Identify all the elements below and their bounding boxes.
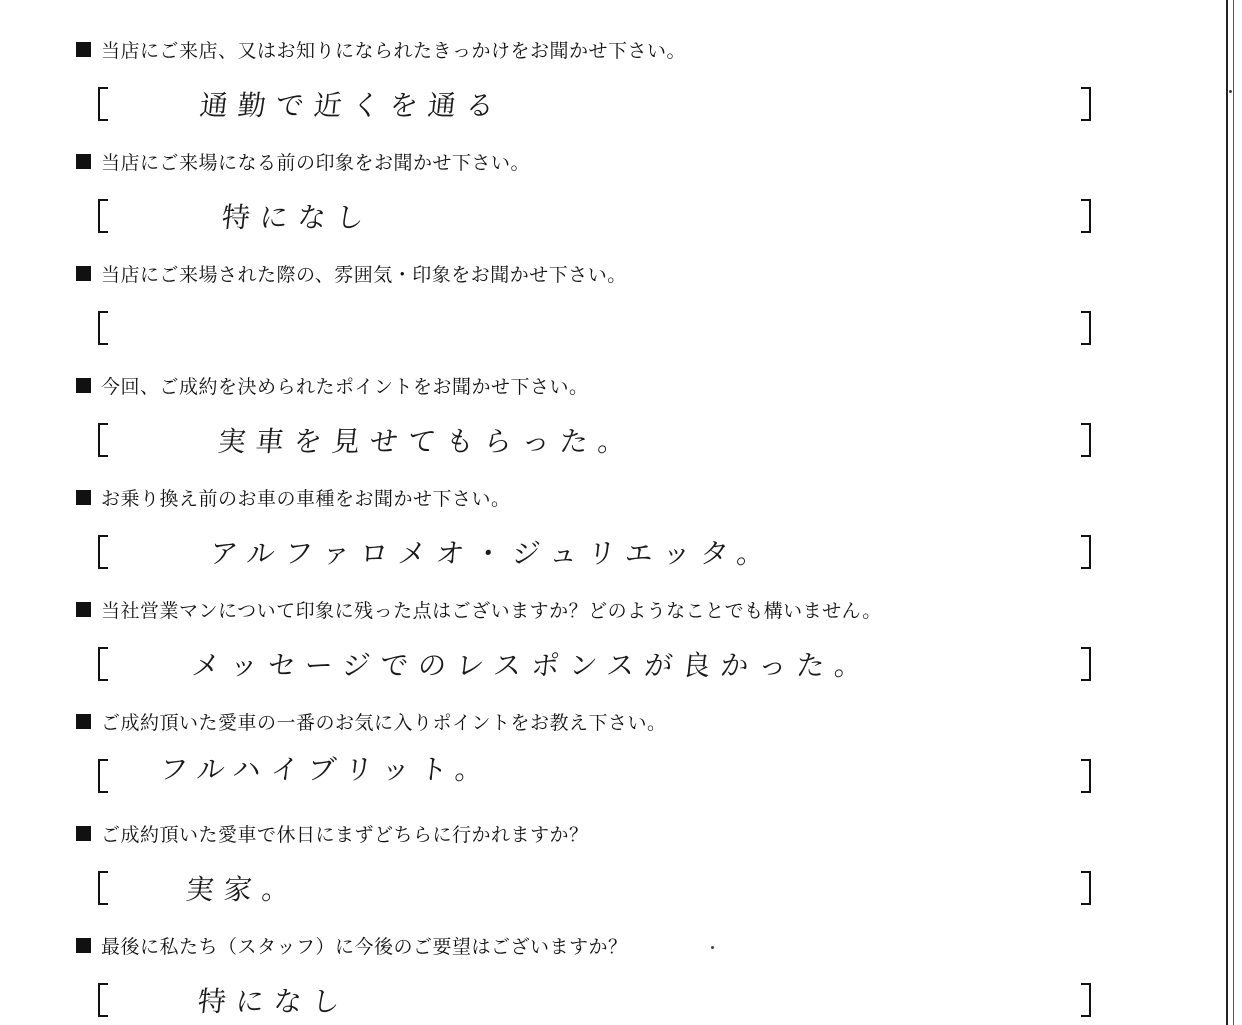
left-bracket bbox=[98, 199, 108, 233]
question-text: お乗り換え前のお車の車種をお聞かせ下さい。 bbox=[101, 488, 511, 510]
survey-item-2 bbox=[0, 124, 1242, 236]
question-text: 当店にご来場された際の、雰囲気・印象をお聞かせ下さい。 bbox=[101, 264, 627, 286]
question-row bbox=[76, 148, 530, 175]
square-bullet-icon bbox=[76, 714, 91, 729]
survey-item-1 bbox=[0, 12, 1242, 124]
square-bullet-icon bbox=[76, 602, 91, 617]
survey-item-9 bbox=[0, 908, 1242, 1020]
square-bullet-icon bbox=[76, 378, 91, 393]
right-bracket bbox=[1081, 199, 1091, 233]
right-bracket bbox=[1081, 983, 1091, 1017]
question-row bbox=[76, 484, 511, 511]
square-bullet-icon bbox=[76, 938, 91, 953]
left-bracket bbox=[98, 983, 108, 1017]
question-row bbox=[76, 708, 667, 735]
answer-handwritten: 通勤で近くを通る bbox=[198, 89, 506, 122]
question-text: ご成約頂いた愛車で休日にまずどちらに行かれますか？ bbox=[101, 824, 589, 846]
left-bracket bbox=[98, 871, 108, 905]
answer-handwritten: 実車を見せてもらった。 bbox=[216, 425, 638, 458]
answer-handwritten: メッセージでのレスポンスが良かった。 bbox=[190, 649, 875, 682]
scan-speck bbox=[1229, 90, 1232, 93]
question-text: 最後に私たち（スタッフ）に今後のご要望はございますか？ bbox=[101, 936, 628, 958]
left-bracket bbox=[98, 311, 108, 345]
answer-handwritten: アルファロメオ・ジュリエッタ。 bbox=[208, 537, 777, 570]
right-bracket bbox=[1081, 87, 1091, 121]
survey-item-6 bbox=[0, 572, 1242, 684]
survey-item-8 bbox=[0, 796, 1242, 908]
square-bullet-icon bbox=[76, 490, 91, 505]
question-text: ご成約頂いた愛車の一番のお気に入りポイントをお教え下さい。 bbox=[101, 712, 667, 734]
right-bracket bbox=[1081, 647, 1091, 681]
question-row bbox=[76, 260, 627, 287]
survey-item-5 bbox=[0, 460, 1242, 572]
left-bracket bbox=[98, 759, 108, 793]
answer-handwritten: 実家。 bbox=[184, 873, 302, 906]
left-bracket bbox=[98, 647, 108, 681]
survey-item-3 bbox=[0, 236, 1242, 348]
question-row bbox=[76, 596, 882, 623]
square-bullet-icon bbox=[76, 266, 91, 281]
left-bracket bbox=[98, 535, 108, 569]
scan-speck bbox=[711, 946, 714, 949]
square-bullet-icon bbox=[76, 42, 91, 57]
question-text: 当店にご来店、又はお知りになられたきっかけをお聞かせ下さい。 bbox=[101, 40, 687, 62]
right-bracket bbox=[1081, 535, 1091, 569]
survey-item-4 bbox=[0, 348, 1242, 460]
right-bracket bbox=[1081, 871, 1091, 905]
question-row bbox=[76, 932, 628, 959]
question-text: 当社営業マンについて印象に残った点はございますか？どのようなことでも構いません。 bbox=[101, 600, 882, 622]
question-text: 今回、ご成約を決められたポイントをお聞かせ下さい。 bbox=[101, 376, 589, 398]
right-bracket bbox=[1081, 759, 1091, 793]
answer-handwritten: 特になし bbox=[196, 985, 352, 1018]
square-bullet-icon bbox=[76, 154, 91, 169]
answer-handwritten: 特になし bbox=[220, 201, 376, 234]
left-bracket bbox=[98, 87, 108, 121]
survey-item-7 bbox=[0, 684, 1242, 796]
question-row bbox=[76, 372, 589, 399]
right-bracket bbox=[1081, 311, 1091, 345]
question-row bbox=[76, 36, 686, 63]
square-bullet-icon bbox=[76, 826, 91, 841]
question-row bbox=[76, 820, 589, 847]
answer-handwritten: フルハイブリット。 bbox=[158, 753, 495, 786]
right-bracket bbox=[1081, 423, 1091, 457]
question-text: 当店にご来場になる前の印象をお聞かせ下さい。 bbox=[101, 152, 531, 174]
left-bracket bbox=[98, 423, 108, 457]
